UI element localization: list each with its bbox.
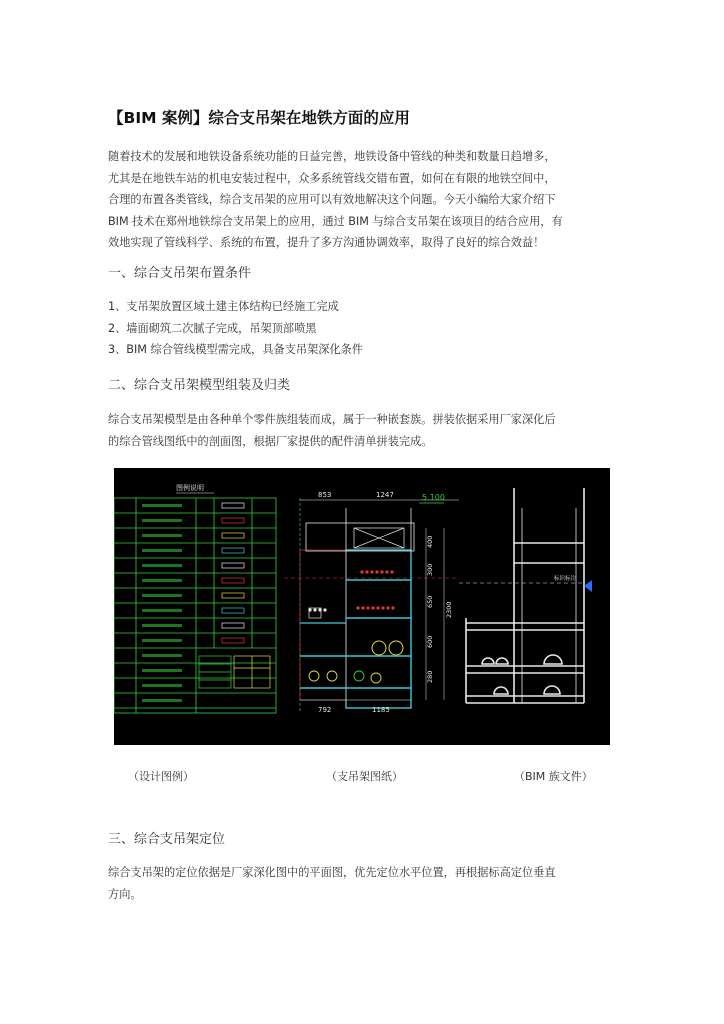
intro-line: 合理的布置各类管线，综合支吊架的应用可以有效地解决这个问题。今天小编给大家介绍下: [108, 193, 556, 206]
cad-figure: [114, 468, 610, 745]
section2-heading: 二、综合支吊架模型组装及归类: [108, 378, 291, 393]
cable-dot: [375, 570, 378, 573]
cable-dot: [323, 608, 326, 611]
section3-paragraph: [108, 862, 623, 905]
legend-text-mark: [142, 654, 182, 657]
legend-text-mark: [142, 519, 182, 522]
legend-symbol: [222, 503, 244, 508]
cable-dot: [390, 570, 393, 573]
cable-dot: [365, 570, 368, 573]
cable-dot: [381, 606, 384, 609]
side-dim: 600: [426, 635, 434, 648]
section2-paragraph: [108, 409, 623, 452]
list-item: 3、BIM 综合管线模型需完成，具备支吊架深化条件: [108, 343, 364, 356]
side-dim: 650: [426, 595, 434, 608]
elev-label: 5.100: [422, 493, 445, 502]
legend-text-mark: [142, 534, 182, 537]
legend-text-mark: [142, 639, 182, 642]
legend-symbol: [222, 608, 244, 613]
cable-dot: [361, 606, 364, 609]
intro-line: 效地实现了管线科学、系统的布置，提升了多方沟通协调效率，取得了良好的综合效益！: [108, 236, 545, 249]
side-dim: 400: [426, 535, 434, 548]
bim-tag: 标识标注: [554, 576, 577, 582]
cable-dot: [380, 570, 383, 573]
list-item: 1、支吊架放置区域土建主体结构已经施工完成: [108, 300, 339, 313]
cable-dot: [360, 570, 363, 573]
legend-title: 图例说明: [176, 484, 204, 492]
cable-dot: [356, 606, 359, 609]
para-line: 综合支吊架的定位依据是厂家深化图中的平面图，优先定位水平位置，再根据标高定位垂直: [108, 866, 556, 879]
legend-text-mark: [142, 579, 182, 582]
intro-line: 随着技术的发展和地铁设备系统功能的日益完善，地铁设备中管线的种类和数量日趋增多，: [108, 150, 556, 163]
legend-symbol: [222, 578, 244, 583]
intro-line: 尤其是在地铁车站的机电安装过程中，众多系统管线交错布置，如何在有限的地铁空间中，: [108, 171, 556, 185]
section1-heading: 一、综合支吊架布置条件: [108, 266, 252, 281]
dim-1185: 1185: [372, 706, 390, 714]
dim-1247: 1247: [376, 491, 394, 499]
legend-symbol: [222, 563, 244, 568]
legend-symbol: [222, 593, 244, 598]
legend-text-mark: [142, 504, 182, 507]
para-line: 综合支吊架模型是由各种单个零件族组装而成，属于一种嵌套族。拼装依据采用厂家深化后: [108, 413, 556, 426]
support-drawing: [284, 491, 459, 714]
dim-853: 853: [318, 491, 332, 499]
bim-marker-icon: [584, 580, 592, 592]
legend-symbol: [222, 533, 244, 538]
para-line: 的综合管线图纸中的剖面图，根据厂家提供的配件清单拼装完成。: [108, 434, 433, 448]
caption-design-legend: （设计图例）: [128, 770, 194, 783]
legend-symbol: [222, 638, 244, 643]
legend-text-mark: [142, 594, 182, 597]
bim-family: [466, 488, 584, 703]
legend-text-mark: [142, 699, 182, 702]
caption-support-drawing: （支吊架图纸）: [326, 770, 403, 783]
legend-symbol: [222, 518, 244, 523]
cable-dot: [366, 606, 369, 609]
cable-dot: [386, 606, 389, 609]
total-dim: 2300: [445, 601, 453, 618]
intro-line: BIM 技术在郑州地铁综合支吊架上的应用，通过 BIM 与综合支吊架在该项目的结合应用，有: [108, 214, 563, 228]
caption-bim-family: （BIM 族文件）: [514, 770, 593, 783]
cable-dot: [313, 608, 316, 611]
legend-symbol: [222, 548, 244, 553]
para-line: 方向。: [108, 887, 142, 901]
legend-symbol: [222, 623, 244, 628]
cable-dot: [376, 606, 379, 609]
condition-list: [108, 296, 363, 361]
side-dim: 280: [426, 670, 434, 683]
list-item: 2、墙面砌筑二次腻子完成，吊架顶部喷黑: [108, 321, 317, 335]
section3-heading: 三、综合支吊架定位: [108, 832, 226, 847]
dim-792: 792: [318, 706, 332, 714]
legend-text-mark: [142, 669, 182, 672]
legend-text-mark: [142, 684, 182, 687]
legend-text-mark: [142, 609, 182, 612]
legend-text-mark: [142, 624, 182, 627]
cable-dot: [385, 570, 388, 573]
side-dim: 300: [426, 563, 434, 576]
legend-text-mark: [142, 564, 182, 567]
cable-dot: [391, 606, 394, 609]
legend-text-mark: [142, 549, 182, 552]
cable-dot: [371, 606, 374, 609]
article-title: 【BIM 案例】综合支吊架在地铁方面的应用: [108, 109, 410, 127]
intro-paragraph: [108, 146, 623, 254]
cable-dot: [370, 570, 373, 573]
